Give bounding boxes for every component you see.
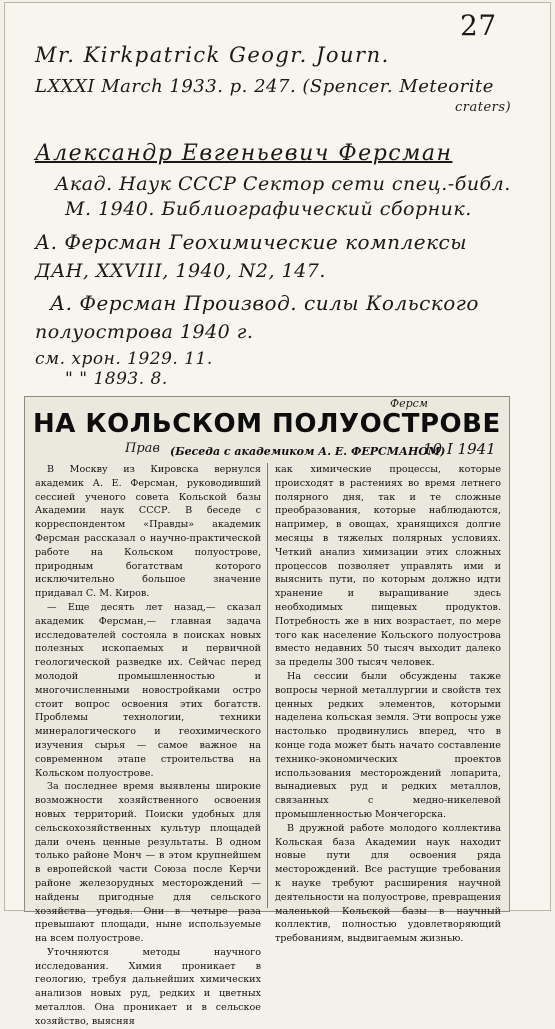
clipping-subhead: (Беседа с академиком А. Е. ФЕРСМАНОМ) [170,445,446,458]
reference-bibliography: М. 1940. Библиографический сборник. [65,198,472,220]
handwritten-date: 10 I 1941 [423,440,496,458]
citation-topic-continued: craters) [455,100,512,115]
article-paragraph: — Еще десять лет назад,— сказал академик Ферсман,— главная задача исследователей состояла в поисках новых полезных ископаемых и первичной геологической разведке их. Сейчас перед молодой промышленностью и многочисленными новостройками остро стоит вопрос освоения этих богатств. Проблемы технологии, техники минералогического и геохимического изучения сырья — самое важное на современном этапе строительства на Кольском полуострове. [35,601,261,779]
column-divider [267,463,268,908]
newspaper-clipping [24,396,510,1027]
article-paragraph: За последнее время выявлены широкие возможности хозяйственного освоения новых территорий. Поиски удобных для сельскохозяйственных культур площадей дали очень ценные результаты. В одном только районе Монч — в этом крупнейшем в европейской части Союза после Керчи районе железорудных месторождений — найдены пригодные для сельского хозяйства угодья. Они в четыре раза превышают площади, ныне используемые на всем полуострове. [35,781,261,945]
reference-kola-year: полуострова 1940 г. [35,321,254,343]
article-paragraph: как химические процессы, которые происходят в растениях во время летнего полярного дня, так и те сложные преобразования, которые наблюдаются, например, в овощах, хранящихся долгие месяцы в тяжелых полярных условиях. Четкий анализ химизации этих сложных процессов позволяет управлять ими и выяснить пути, по которым должно идти хранение и выращивание здесь необходимых пищевых продуктов. Потребность же в них возрастает, по мере того как население Кольского полуострова вместо недавних 50 тысяч выходит далеко за пределы 300 тысяч человек. [275,464,501,669]
article-paragraph: В дружной работе молодого коллектива Кольская база Академии наук находит новые пути для освоения ряда месторождений. Все растущие требования к науке требуют расширения научной деятельности на полуострове, превращения маленькой Кольской базы в научный коллектив, полностью удовлетворяющий требованиям, выдвигаемым жизнью. [275,822,501,945]
article-right-column [275,463,501,946]
article-paragraph: Уточняются методы научного исследования. Химия проникает в геологию, требуя дальнейших химических анализов новых руд, редких и цветных металлов. Она проникает и в сельское хозяйство, выясняя [35,946,261,1027]
handwritten-note-top: Ферсм [390,397,428,410]
reference-kola-forces: А. Ферсман Производ. силы Кольского [50,291,479,315]
article-paragraph: В Москву из Кировска вернулся академик А. Е. Ферсман, руководивший сессией ученого совета Кольской базы Академии наук СССР. В беседе с корреспондентом «Правды» академик Ферсман рассказал о научно-практической работе на Кольском полуострове, природным богатствам которого исключительно большое значение придавал С. М. Киров. [35,464,261,600]
reference-dan: ДАН, XXVIII, 1940, N2, 147. [35,260,326,282]
clipping-headline: НА КОЛЬСКОМ ПОЛУОСТРОВЕ [33,409,501,439]
chronicle-reference: см. хрон. 1929. 11. [35,349,213,369]
reference-academy: Акад. Наук СССР Сектор сети спец.-библ. [55,173,511,195]
reference-geochemistry: А. Ферсман Геохимические комплексы [35,230,468,254]
person-name: Александр Евгеньевич Ферсман [35,141,453,166]
chronicle-reference-2: " " 1893. 8. [65,369,168,389]
citation-volume-date: LXXXI March 1933. p. 247. (Spencer. Meteorite [35,76,494,97]
page-number: 27 [460,9,497,42]
archive-card [4,2,551,1027]
article-left-column [35,463,261,1029]
article-paragraph: На сессии были обсуждены также вопросы черной металлургии и свойств тех ценных редких элементов, которыми наделена кольская земля. Эти вопросы уже настолько продвинулись вперед, что в конце года может быть начато составление технико-экономических проектов использования месторождений лопарита, вынадиевых руд и редких металлов, связанных с медно-никелевой промышленностью Мончегорска. [275,670,501,820]
handwritten-note-source: Прав [125,441,160,456]
citation-author-journal: Mr. Kirkpatrick Geogr. Journ. [35,43,390,67]
